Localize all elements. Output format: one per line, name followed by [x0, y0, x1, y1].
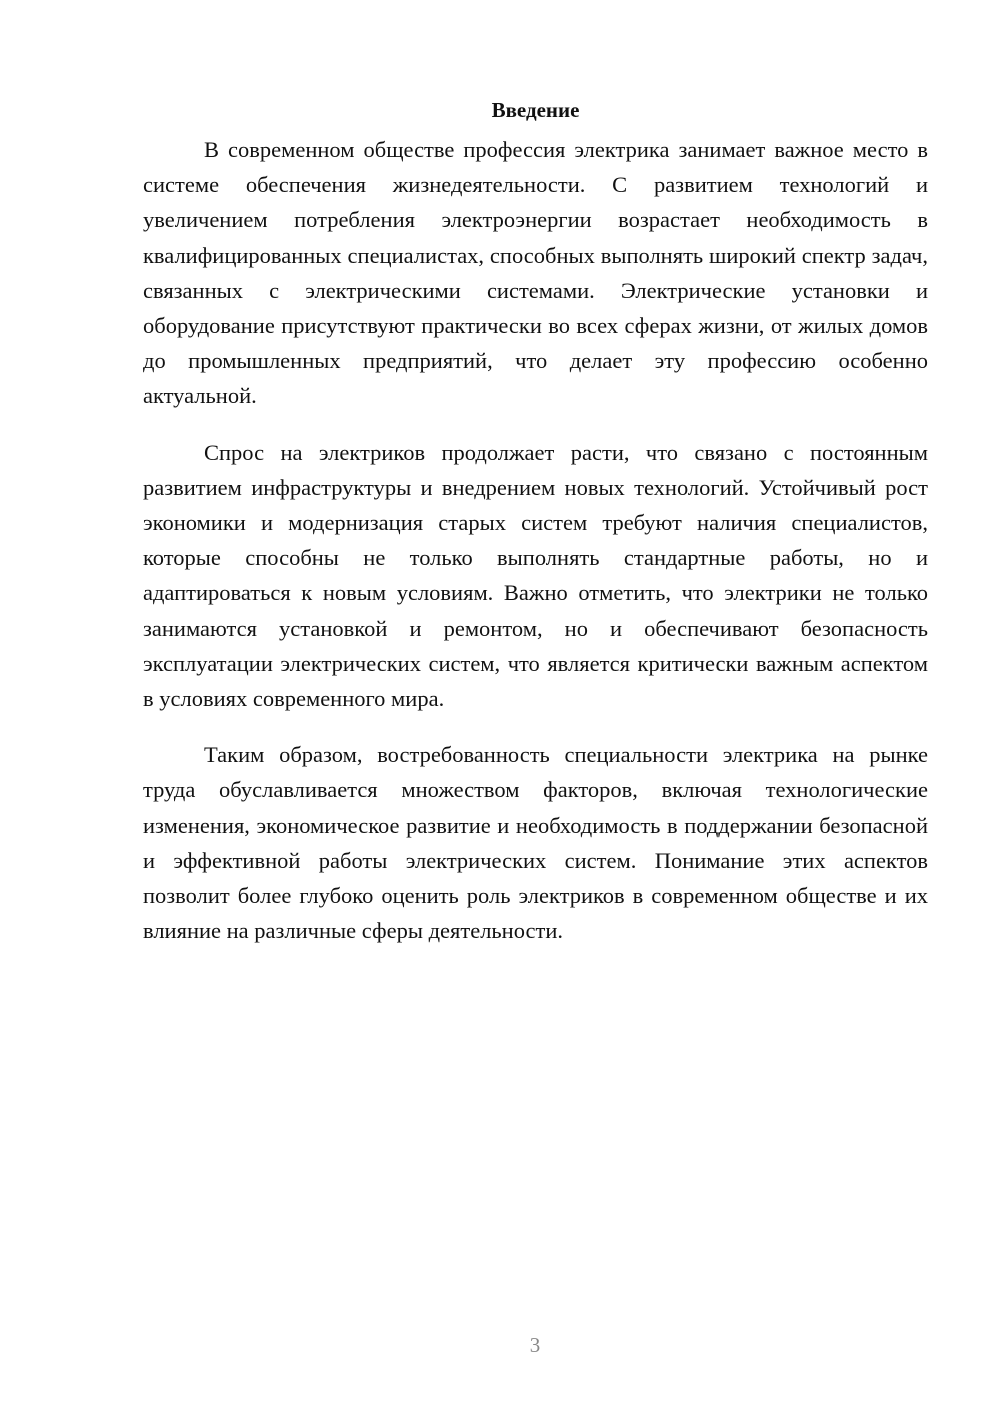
- page-content: [143, 95, 928, 969]
- paragraph-1: В современном обществе профессия электрика занимает важное место в системе обеспечения жизнедеятельности. С развитием технологий и увеличением потребления электроэнергии возрастает необходимость в квалифицированных специалистах, способных выполнять широкий спектр задач, связанных с электрическими системами. Электрические установки и оборудование присутствуют практически во всех сферах жизни, от жилых домов до промышленных предприятий, что делает эту профессию особенно актуальной.: [143, 137, 928, 409]
- paragraph-2: Спрос на электриков продолжает расти, что связано с постоянным развитием инфраструктуры и внедрением новых технологий. Устойчивый рост экономики и модернизация старых систем требуют наличия специалистов, которые способны не только выполнять стандартные работы, но и адаптироваться к новым условиям. Важно отметить, что электрики не только занимаются установкой и ремонтом, но и обеспечивают безопасность эксплуатации электрических систем, что является критически важным аспектом в условиях современного мира.: [143, 439, 928, 712]
- page-number: 3: [529, 1333, 541, 1357]
- section-heading: Введение: [491, 98, 580, 122]
- paragraph-3: Таким образом, востребованность специальности электрика на рынке труда обуславливается множеством факторов, включая технологические изменения, экономическое развитие и необходимость в поддержании безопасной и эффективной работы электрических систем. Понимание этих аспектов позволит более глубоко оценить роль электриков в современном обществе и их влияние на различные сферы деятельности.: [143, 742, 928, 944]
